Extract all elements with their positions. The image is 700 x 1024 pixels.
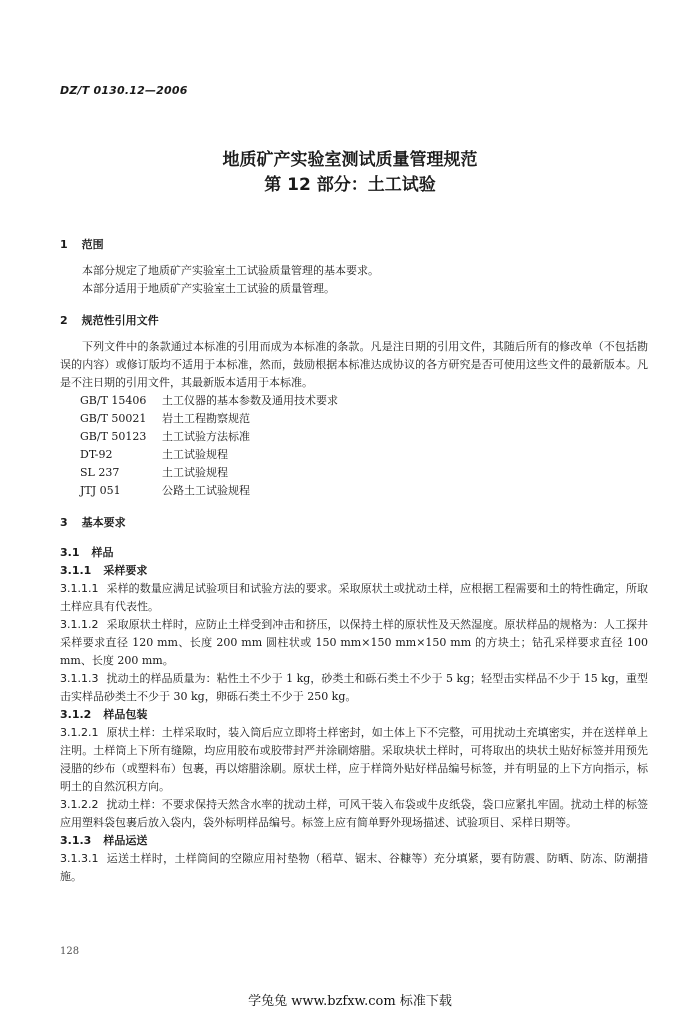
clause-number: 3.1.3.1 xyxy=(60,852,99,865)
reference-item xyxy=(60,410,648,428)
subsubsection-heading xyxy=(60,832,648,850)
reference-name: 土工试验规程 xyxy=(162,448,228,461)
reference-name: 公路土工试验规程 xyxy=(162,484,250,497)
clause-number: 3.1.1.1 xyxy=(60,582,99,595)
reference-code: GB/T 15406 xyxy=(80,394,147,407)
clause xyxy=(60,850,648,886)
section-number: 2 xyxy=(60,314,68,327)
section-title: 基本要求 xyxy=(81,516,126,529)
subsubsection-title: 样品包装 xyxy=(103,708,148,721)
clause xyxy=(60,796,648,832)
reference-code: GB/T 50123 xyxy=(80,430,147,443)
subsubsection-number: 3.1.1 xyxy=(60,564,92,577)
section-heading-references xyxy=(60,312,648,330)
clause xyxy=(60,724,648,796)
paragraph: 下列文件中的条款通过本标准的引用而成为本标准的条款。凡是注日期的引用文件，其随后所有的修改单（不包括勘误的内容）或修订版均不适用于本标准，然而，鼓励根据本标准达成协议的各方研究是否可使用这些文件的最新版本。凡是不注日期的引用文件，其最新版本适用于本标准。 xyxy=(60,340,648,389)
subsubsection-title: 样品运送 xyxy=(103,834,148,847)
document-subtitle: 第 12 部分：土工试验 xyxy=(264,175,436,195)
clause-text: 采取原状土样时，应防止土样受到冲击和挤压，以保持土样的原状性及天然湿度。原状样品的规格为：人工探井采样要求直径 120 mm、长度 200 mm 圆柱状或 150 mm×150 mm×150 mm 的方块土；钻孔采样要求直径 100 mm、长度 200 mm。 xyxy=(60,618,648,667)
subsubsection-number: 3.1.2 xyxy=(60,708,92,721)
section-heading-basic-requirements xyxy=(60,514,648,532)
document-title: 地质矿产实验室测试质量管理规范 xyxy=(222,150,478,170)
clause-text: 原状土样：土样采取时，装入筒后应立即将土样密封，如土体上下不完整，可用扰动土充填密实，并在送样单上注明。土样筒上下所有缝隙，均应用胶布或胶带封严并涂刷熔腊。采取块状土样时，可将取出的块状土贴好标签并用预先浸腊的纱布（或塑料布）包裹，再以熔腊涂刷。原状土样，应于样筒外贴好样品编号标签，并有明显的上下方向指示，标明土的自然沉积方向。 xyxy=(60,726,648,793)
reference-item xyxy=(60,464,648,482)
section-heading-scope xyxy=(60,236,648,254)
clause xyxy=(60,670,648,706)
subsection-heading xyxy=(60,544,648,562)
clause-number: 3.1.1.3 xyxy=(60,672,99,685)
section-title: 规范性引用文件 xyxy=(81,314,159,327)
reference-name: 土工仪器的基本参数及通用技术要求 xyxy=(162,394,338,407)
footer-watermark-text: 学兔兔 www.bzfxw.com 标准下载 xyxy=(248,994,452,1009)
clause-text: 运送土样时，土样筒间的空隙应用衬垫物（稻草、锯末、谷糠等）充分填紧，要有防震、防晒、防冻、防潮措施。 xyxy=(60,852,648,883)
clause-text: 采样的数量应满足试验项目和试验方法的要求。采取原状土或扰动土样，应根据工程需要和土的特性确定，所取土样应具有代表性。 xyxy=(60,582,648,613)
reference-item xyxy=(60,482,648,500)
clause-number: 3.1.2.2 xyxy=(60,798,99,811)
section-number: 3 xyxy=(60,516,68,529)
reference-item xyxy=(60,428,648,446)
clause xyxy=(60,580,648,616)
document-body xyxy=(60,236,648,886)
subsubsection-title: 采样要求 xyxy=(103,564,148,577)
section-number: 1 xyxy=(60,238,68,251)
section-title: 范围 xyxy=(81,238,104,251)
reference-code: GB/T 50021 xyxy=(80,412,147,425)
page-number: 128 xyxy=(60,946,80,957)
clause-text: 扰动土样：不要求保持天然含水率的扰动土样，可风干装入布袋或牛皮纸袋，袋口应紧扎牢固。扰动土样的标签应用塑料袋包裹后放入袋内，袋外标明样品编号。标签上应有简单野外现场描述、试验项目、采样日期等。 xyxy=(60,798,648,829)
reference-code: SL 237 xyxy=(80,466,120,479)
subsubsection-heading xyxy=(60,706,648,724)
document-code: DZ/T 0130.12—2006 xyxy=(60,84,188,97)
subsection-number: 3.1 xyxy=(60,546,80,559)
reference-name: 土工试验规程 xyxy=(162,466,228,479)
clause-text: 扰动土的样品质量为：粘性土不少于 1 kg，砂类土和砾石类土不少于 5 kg；轻型击实样品不少于 15 kg，重型击实样品砂类土不少于 30 kg，卵砾石类土不少于 250 kg。 xyxy=(60,672,648,703)
subsubsection-heading xyxy=(60,562,648,580)
reference-code: DT-92 xyxy=(80,448,113,461)
title-block xyxy=(0,148,700,198)
reference-item xyxy=(60,446,648,464)
reference-name: 土工试验方法标准 xyxy=(162,430,250,443)
clause-number: 3.1.2.1 xyxy=(60,726,99,739)
subsection-title: 样品 xyxy=(91,546,114,559)
paragraph: 本部分规定了地质矿产实验室土工试验质量管理的基本要求。 xyxy=(82,264,379,277)
reference-name: 岩土工程勘察规范 xyxy=(162,412,250,425)
clause xyxy=(60,616,648,670)
paragraph: 本部分适用于地质矿产实验室土工试验的质量管理。 xyxy=(82,282,335,295)
subsubsection-number: 3.1.3 xyxy=(60,834,92,847)
reference-code: JTJ 051 xyxy=(80,484,121,497)
clause-number: 3.1.1.2 xyxy=(60,618,99,631)
reference-item xyxy=(60,392,648,410)
